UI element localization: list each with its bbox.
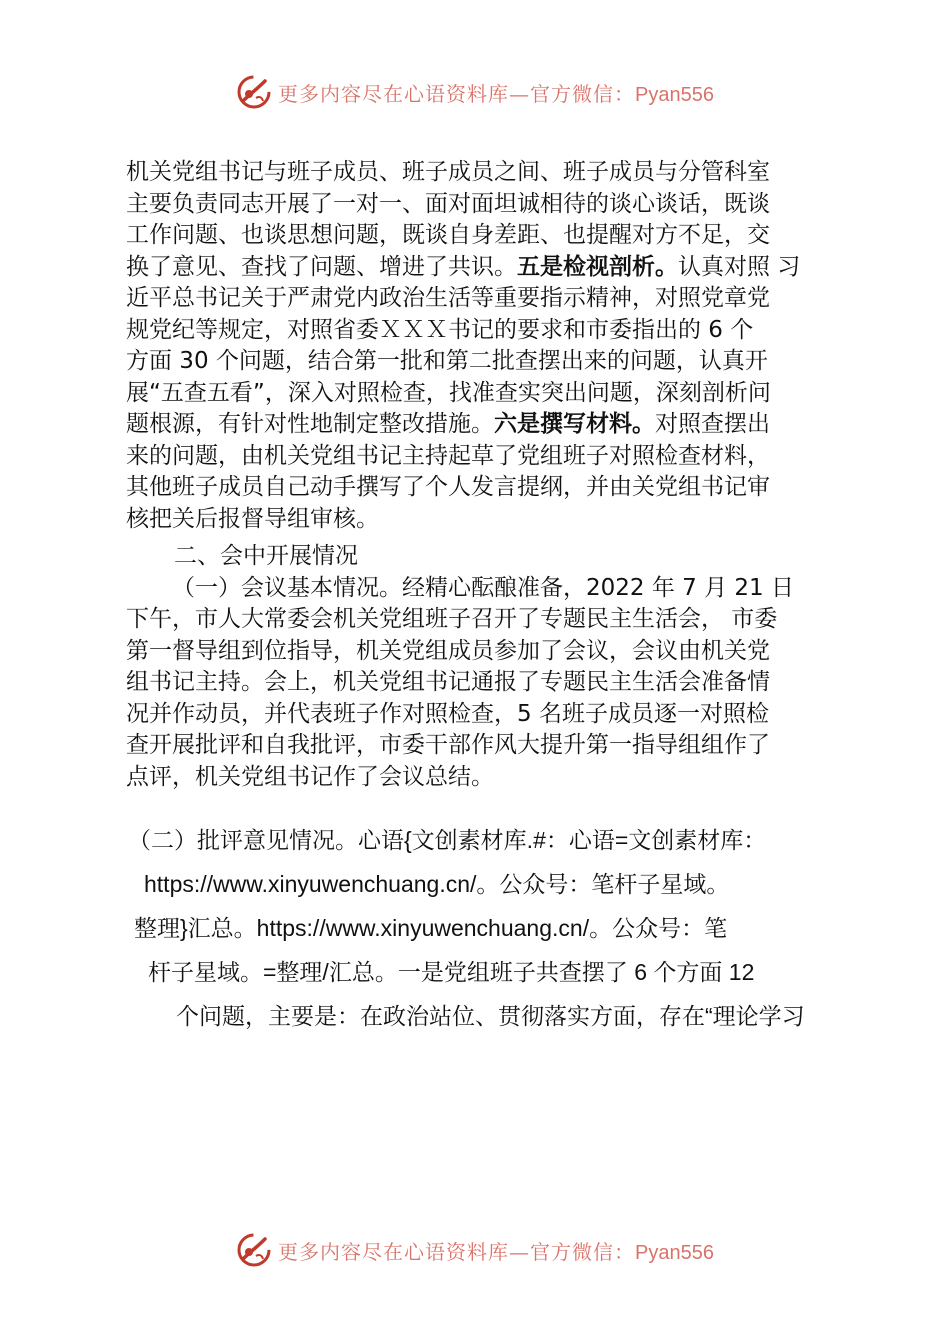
text-line: 查开展批评和自我批评，市委干部作风大提升第一指导组组作了 (126, 732, 770, 758)
bold-heading-six: 六是撰写材料。 (494, 411, 655, 437)
text-line: 工作问题、也谈思想问题，既谈自身差距、也提醒对方不足，交 (126, 222, 770, 248)
text-line: （一）会议基本情况。经精心酝酿准备，2022 年 7 月 21 日 (172, 574, 794, 601)
banner-text: 更多内容尽在心语资料库—官方微信：Pyan556 (278, 81, 714, 106)
text-line: 个问题，主要是：在政治站位、贯彻落实方面，存在“理论学习 (176, 1003, 805, 1029)
text-line: 杆子星域。=整理/汇总。一是党组班子共查摆了 6 个方面 12 (148, 959, 755, 985)
text-line: 核把关后报督导组审核。 (126, 505, 379, 532)
text-line: 展“五查五看”，深入对照检查，找准查实突出问题，深刻剖析问 (126, 379, 771, 406)
text-line: 下午，市人大常委会机关党组班子召开了专题民主生活会， 市委 (126, 606, 778, 632)
text-line: 近平总书记关于严肃党内政治生活等重要指示精神，对照党章党 (126, 285, 770, 311)
paragraph-criticism (126, 818, 841, 1038)
text-line: 其他班子成员自己动手撰写了个人发言提纲，并由关党组书记审 (126, 474, 770, 500)
text-line: 方面 30 个问题，结合第一批和第二批查摆出来的问题，认真开 (126, 348, 768, 374)
document-body (126, 157, 841, 793)
section-title: 二、会中开展情况 (174, 543, 358, 569)
bold-heading-five: 五是检视剖析。 (517, 253, 678, 280)
brush-logo-icon (236, 74, 272, 110)
brush-logo-icon (236, 1232, 272, 1268)
text-line: （二）批评意见情况。心语{文创素材库.#：心语=文创素材库： (128, 827, 767, 853)
wechat-id: Pyan556 (635, 1241, 714, 1264)
paragraph-meeting-info (126, 573, 841, 794)
text-line: https://www.xinyuwenchuang.cn/。公众号：笔杆子星域。 (144, 871, 730, 897)
text-line: 主要负责同志开展了一对一、面对面坦诚相待的谈心谈话，既谈 (126, 190, 770, 217)
text-line: 换了意见、查找了问题、增进了共识。五是检视剖析。认真对照 习 (126, 253, 801, 280)
text-line: 点评，机关党组书记作了会议总结。 (126, 763, 494, 790)
footer-banner (0, 1230, 950, 1270)
text-line: 来的问题，由机关党组书记主持起草了党组班子对照检查材料， (126, 442, 770, 469)
paragraph-preparation (126, 157, 841, 535)
text-line: 第一督导组到位指导，机关党组成员参加了会议，会议由机关党 (126, 637, 770, 664)
text-line: 组书记主持。会上，机关党组书记通报了专题民主生活会准备情 (126, 669, 770, 695)
wechat-id: Pyan556 (635, 83, 714, 106)
banner-text: 更多内容尽在心语资料库—官方微信：Pyan556 (278, 1239, 714, 1264)
text-line: 规党纪等规定，对照省委ＸＸＸ书记的要求和市委指出的 6 个 (126, 316, 754, 343)
text-line: 题根源，有针对性地制定整改措施。六是撰写材料。对照查摆出 (126, 411, 770, 437)
header-banner (0, 72, 950, 112)
text-line: 况并作动员，并代表班子作对照检查，5 名班子成员逐一对照检 (126, 700, 769, 727)
text-line: 整理}汇总。https://www.xinyuwenchuang.cn/。公众号：笔 (134, 915, 728, 941)
text-line: 机关党组书记与班子成员、班子成员之间、班子成员与分管科室 (126, 159, 770, 185)
